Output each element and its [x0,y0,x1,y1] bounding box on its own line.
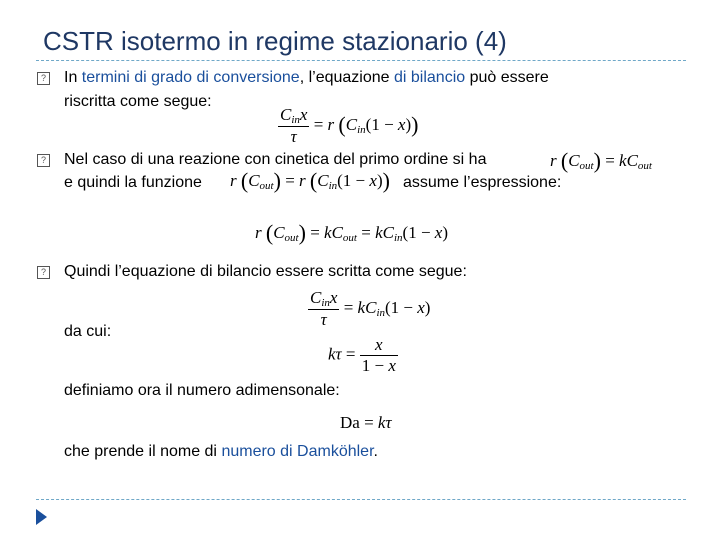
square-bullet-icon: ? [37,154,50,167]
square-bullet-icon: ? [37,72,50,85]
equation-balance-first-order: $\frac{C_{in}x}{\tau}$ = $kC_{in}(1 - x)$ [310,288,431,329]
equation-rate-expression: r $(C_{out}) = kC_{out} = kC_{in}(1 - x)$ [255,220,448,245]
equation-balance-conversion: $\frac{C_{in}x}{\tau}$ = r $(C_{in}(1 - x))$ [280,105,419,146]
bullet-2-line-1: Nel caso di una reazione con cinetica del primo ordine si ha [64,151,487,168]
bullet-1-line-1: In termini di grado di conversione, l’equazione di bilancio può essere [64,69,549,86]
da-cui-text: da cui: [64,323,112,340]
bullet-3-line-1: Quindi l’equazione di bilancio essere scritta come segue: [64,263,467,280]
top-divider [36,60,686,61]
square-bullet-icon: ? [37,266,50,279]
bullet-1-line-2: riscritta come segue: [64,93,212,110]
page-title: CSTR isotermo in regime stazionario (4) [43,26,507,56]
che-prende-text: che prende il nome di numero di Damköhler. [64,443,378,460]
equation-damkohler: Da = kτ [340,413,392,432]
equation-rate-function: r $(C_{out}) = r$ $(C_{in}(1 - x))$ [230,168,390,193]
bullet-2-line-2b: assume l’espressione: [403,174,562,191]
bullet-2-line-2a: e quindi la funzione [64,174,202,191]
equation-ktau: kτ = $\frac{x}{1 - x}$ [328,335,396,375]
link-termini-conversione[interactable]: termini di grado di conversione [81,69,300,86]
equation-rate-first-order: r $(C_{out}) = kC_{out}$ [550,148,652,173]
definiamo-text: definiamo ora il numero adimensonale: [64,382,340,399]
link-bilancio[interactable]: di bilancio [393,69,466,86]
bottom-divider [36,499,686,500]
nav-arrow-icon[interactable] [36,509,47,525]
link-numero-damkohler[interactable]: numero di Damköhler [221,443,374,460]
